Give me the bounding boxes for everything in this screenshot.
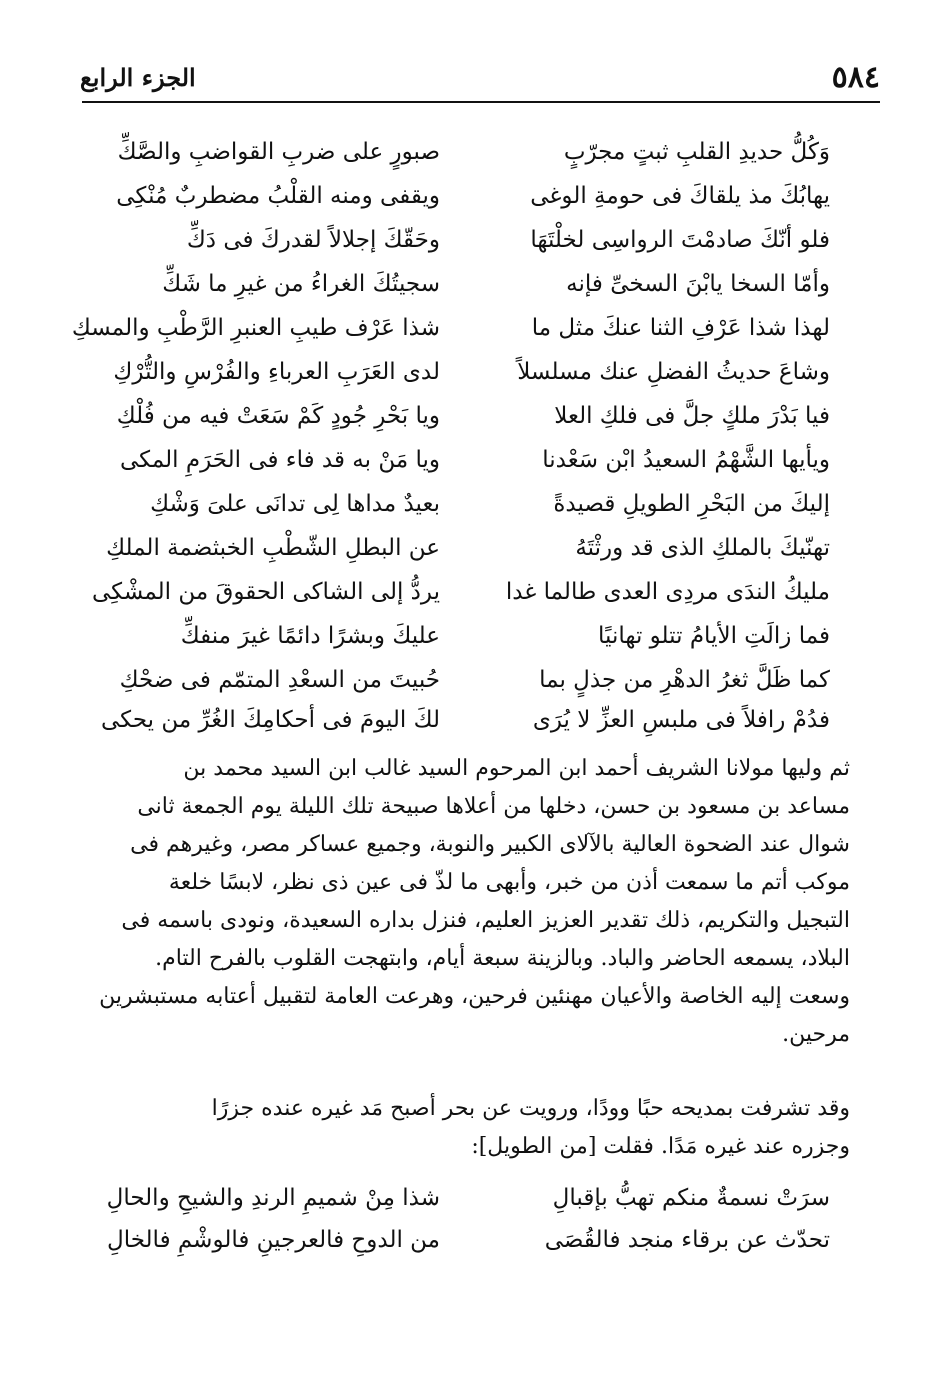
second-hemistich: حُبيتَ من السعْدِ المتمّم فى ضحْكِ [119,667,440,693]
second-hemistich: عن البطلِ الشّطْبِ الخبثضمة الملكِ [106,535,440,561]
second-hemistich: يردُّ إلى الشاكى الحقوقَ من المشْكِى [91,579,440,605]
poem-couplet [100,486,830,522]
poem-couplet [100,662,830,698]
first-hemistich: كما ظَلَّ ثغرُ الدهْرِ من جذلٍ بما [539,667,830,693]
poem-couplet [71,310,830,346]
first-hemistich: تحدّث عن برقاء منجد فالقُصَى [544,1227,830,1253]
first-hemistich: فدُمْ رافلاً فى ملبسِ العزِّ لا يُرَى [532,707,830,733]
prose-line: وقد تشرفت بمديحه حبًا وودًا، ورويت عن بحر أصبح مَد غيره عنده جزرًا [211,1096,850,1121]
poem-couplet [100,266,830,302]
header-divider [82,101,880,103]
prose-line: التبجيل والتكريم، ذلك تقدير العزيز العليم، فنزل بداره السعيدة، ونودى باسمه فى [121,908,850,933]
second-hemistich: ويقفى ومنه القلْبُ مضطربٌ مُنْكِى [116,183,440,209]
prose-line: موكب أتم ما سمعت أذن من خبر، وأبهى ما لذّ فى عين ذى نظر، لابسًا خلعة [168,870,850,895]
poem-couplet [100,1180,830,1216]
second-hemistich: شذا عَرْف طيبِ العنبرِ الرَّطْبِ والمسكِ [71,315,440,341]
poem-couplet [91,574,830,610]
first-hemistich: فلو أنّكَ صادمْتَ الرواسِى لخلْتَهَا [530,227,830,253]
second-hemistich: من الدوحِ فالعرجينِ فالوشْمِ فالخالِ [106,1227,440,1253]
first-hemistich: سرَتْ نسمةٌ منكم تهبُّ بإقبالِ [552,1185,830,1211]
first-hemistich: إليكَ من البَحْرِ الطويلِ قصيدةً [553,491,830,517]
poem-couplet [100,178,830,214]
second-hemistich: بعيدٌ مداها لِى تدانَى علىَ وَشْكِ [150,491,440,517]
prose-line: البلاد، يسمعه الحاضر والباد. وبالزينة سبعة أيام، وابتهجت القلوب بالفرح التام. [155,946,850,971]
first-hemistich: يهابُكَ مذ يلقاكَ فى حومةِ الوغى [530,183,830,209]
prose-line: مرحين. [782,1022,850,1047]
poem-couplet [100,354,830,390]
first-hemistich: لهذا شذا عَرْفِ الثنا عنكَ مثل ما [531,315,830,341]
first-hemistich: وشاعَ حديثُ الفضلِ عنك مسلسلاً [517,359,830,385]
poem-couplet [100,134,830,170]
second-hemistich: وحَقّكَ إجلالاً لقدركَ فى دَكِّ [186,227,440,253]
second-hemistich: ويا مَنْ به قد فاء فى الحَرَمِ المكى [119,447,440,473]
second-hemistich: لدى العَرَبِ العرباءِ والفُرْسِ والتُّرْكِ [113,359,440,385]
page-header [80,56,880,98]
first-hemistich: وَكُلُّ حديدِ القلبِ ثبتٍ مجرّبٍ [563,139,830,165]
first-hemistich: فيا بَدْرَ ملكٍ جلَّ فى فلكِ العلا [554,403,830,429]
first-hemistich: تهنّيكَ بالملكِ الذى قد ورثْتَهُ [575,535,830,561]
second-hemistich: عليكَ وبشرًا دائمًا غيرَ منفكِّ [180,623,440,649]
poem-couplet [100,618,830,654]
second-hemistich: سجيتُكَ الغراءُ من غيرِ ما شَكِّ [162,271,440,297]
first-hemistich: مليكُ الندَى مردِى العدى طالما غدا [505,579,830,605]
poem-couplet [100,398,830,434]
second-hemistich: شذا مِنْ شميمِ الرندِ والشيحِ والحالِ [106,1185,440,1211]
poem-couplet [100,530,830,566]
page-number: ٥٨٤ [831,59,880,95]
poem-couplet [100,442,830,478]
second-hemistich: ويا بَحْرِ جُودٍ كَمْ سَعَتْ فيه من فُلْكِ [116,403,440,429]
first-hemistich: ويأيها الشَّهْمُ السعيدُ ابْن سَعْدنا [542,447,830,473]
poem-couplet [100,222,830,258]
prose-line: وجزره عند غيره مَدًا. فقلت [من الطويل]: [471,1134,850,1159]
poem-couplet [100,1222,830,1258]
poem-couplet [100,702,830,738]
prose-line: ثم وليها مولانا الشريف أحمد ابن المرحوم السيد غالب ابن السيد محمد بن [183,756,850,781]
prose-line: مساعد بن مسعود بن حسن، دخلها من أعلاها صبيحة تلك الليلة يوم الجمعة ثانى [137,794,850,819]
running-title: الجزء الرابع [80,62,196,92]
first-hemistich: فما زالَتِ الأيامُ تتلو تهانيًا [598,623,830,649]
second-hemistich: صبورٍ على ضربِ القواضبِ والصَّكِّ [117,139,440,165]
prose-line: وسعت إليه الخاصة والأعيان مهنئين فرحين، وهرعت العامة لتقبيل أعتابه مستبشرين [99,984,850,1009]
first-hemistich: وأمّا السخا يابْنَ السخىِّ فإنه [566,271,830,297]
prose-line: شوال عند الضحوة العالية بالآلاى الكبير والنوبة، وجميع عساكر مصر، وغيرهم فى [130,832,850,857]
second-hemistich: لكَ اليومَ فى أحكامِكَ الغُرِّ من يحكى [100,707,440,733]
